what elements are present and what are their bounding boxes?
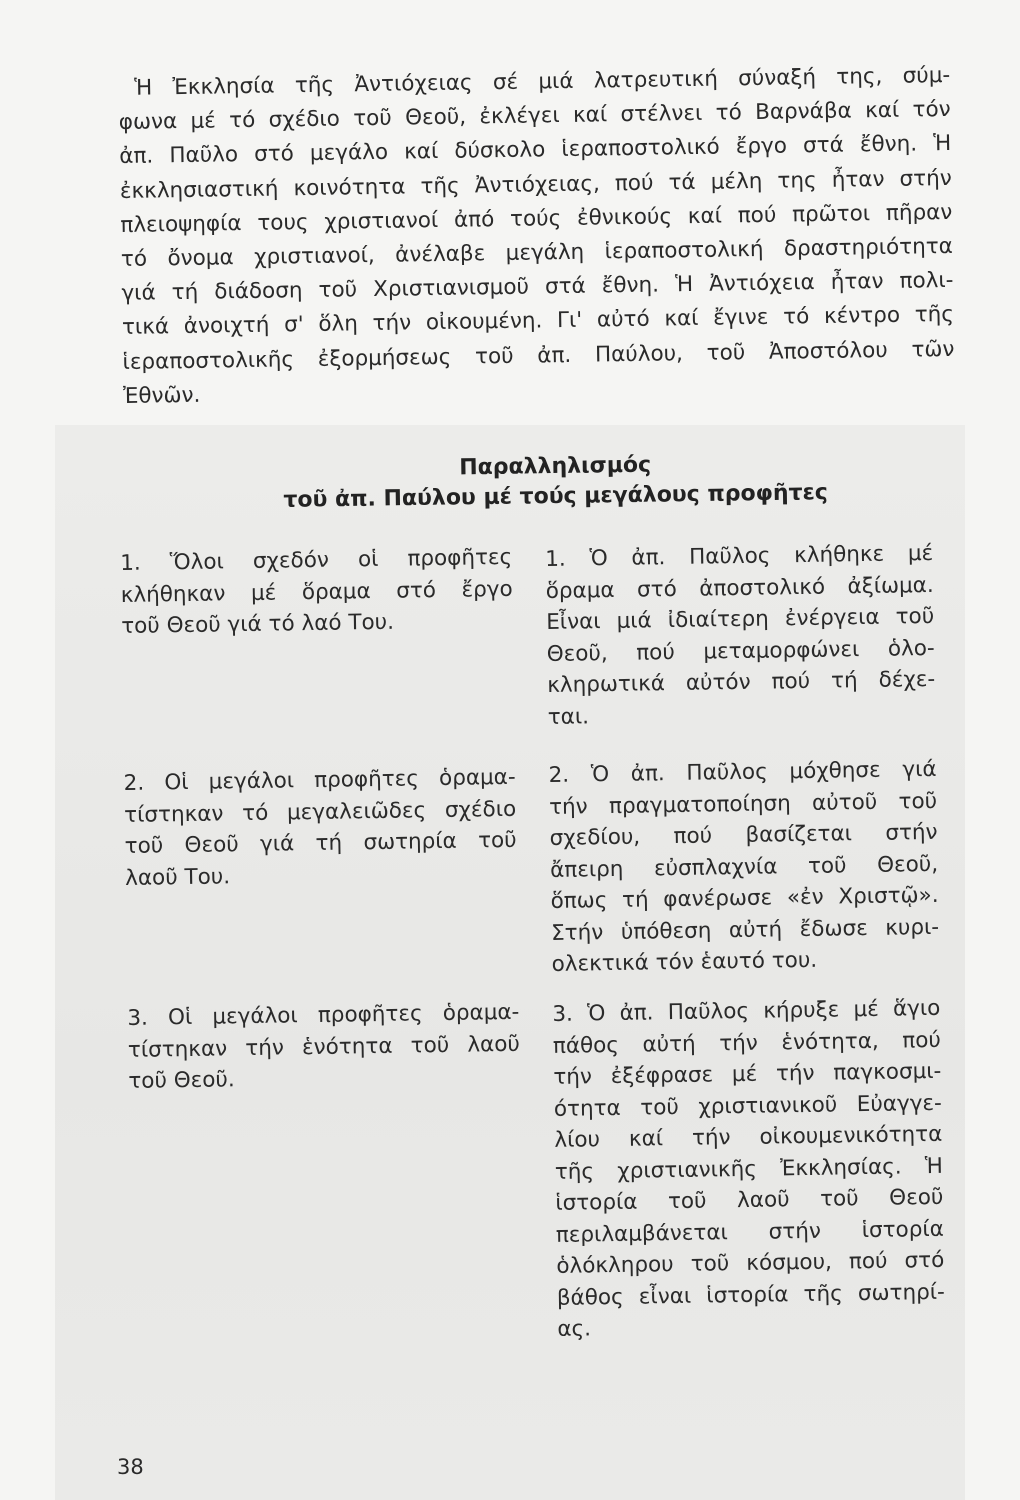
section-title-line2: τοῦ ἀπ. Παύλου μέ τούς μεγάλους προφῆτες <box>283 480 829 513</box>
left-item-line: τοῦ Θεοῦ. <box>128 1067 235 1094</box>
left-item-line: 1. Ὅλοι σχεδόν οἱ προφῆτες <box>120 544 513 576</box>
left-item-line: 3. Οἱ μεγάλοι προφῆτες ὁραμα- <box>127 999 520 1031</box>
intro-line: Ἡ Ἐκκλησία τῆς Ἀντιόχειας σέ μιά λατρευτική σύναξή της, σύμ- <box>134 62 951 101</box>
intro-line: Ἐθνῶν. <box>122 382 201 409</box>
right-item-line: ότητα τοῦ χριστιανικοῦ Εὐαγγε- <box>553 1090 943 1122</box>
intro-line: φωνα μέ τό σχέδιο τοῦ Θεοῦ, ἐκλέγει καί στέλνει τό Βαρνάβα καί τόν <box>118 97 951 136</box>
page-number: 38 <box>117 1455 144 1479</box>
right-item-line: λίου καί τήν οἰκουμενικότητα <box>554 1121 943 1153</box>
right-item-line: 3. Ὁ ἀπ. Παῦλος κήρυξε μέ ἅγιο <box>552 995 941 1027</box>
right-item-line: ὅπως τή φανέρωσε «ἐν Χριστῷ». <box>550 882 939 914</box>
left-item-2 <box>123 762 517 894</box>
right-item-line: ολεκτικά τόν ἑαυτό του. <box>551 947 818 977</box>
intro-line: ἱεραποστολικῆς ἐξορμήσεως τοῦ ἀπ. Παύλου, τοῦ Ἀποστόλου τῶν <box>122 336 955 375</box>
right-item-line: 1. Ὁ ἀπ. Παῦλος κλήθηκε μέ <box>545 540 934 572</box>
right-item-line: ὁλόκληρου τοῦ κόσμου, πού στό <box>556 1247 945 1279</box>
right-item-line: ἄπειρη εὐσπλαχνία τοῦ Θεοῦ, <box>549 851 939 883</box>
right-item-2 <box>548 754 939 981</box>
intro-text <box>118 59 955 414</box>
intro-line: πλειοψηφία τους χριστιανοί ἀπό τούς ἐθνικούς καί πού πρῶτοι πῆραν <box>120 199 953 238</box>
intro-line: γιά τή διάδοση τοῦ Χριστιανισμοῦ στά ἔθνη. Ἡ Ἀντιόχεια ἦταν πολι- <box>121 268 954 307</box>
right-item-line: Θεοῦ, πού μεταμορφώνει ὁλο- <box>546 635 935 667</box>
right-item-line: βάθος εἶναι ἱστορία τῆς σωτηρί- <box>556 1279 945 1311</box>
right-item-line: περιλαμβάνεται στήν ἱστορία <box>555 1216 945 1248</box>
section-title <box>255 448 856 516</box>
right-item-line: σχεδίου, πού βασίζεται στήν <box>549 819 938 851</box>
right-item-line: τήν ἐξέφρασε μέ τήν παγκοσμι- <box>553 1058 942 1090</box>
right-item-line: ὅραμα στό ἀποστολικό ἀξίωμα. <box>545 572 934 604</box>
left-item-line: κλήθηκαν μέ ὅραμα στό ἔργο <box>120 576 513 608</box>
right-item-line: ας. <box>557 1316 592 1342</box>
right-item-line: τῆς χριστιανικῆς Ἐκκλησίας. Ἡ <box>554 1153 944 1185</box>
right-item-line: πάθος αὐτή τήν ἑνότητα, πού <box>552 1027 942 1059</box>
left-item-line: τοῦ Θεοῦ γιά τή σωτηρία τοῦ <box>124 827 517 859</box>
intro-paragraph <box>118 59 955 414</box>
intro-line: ἀπ. Παῦλο στό μεγάλο καί δύσκολο ἱεραποστολικό ἔργο στά ἔθνη. Ἡ <box>119 131 952 170</box>
right-item-line: Στήν ὑπόθεση αὐτή ἔδωσε κυρι- <box>550 914 940 946</box>
intro-line: τό ὄνομα χριστιανοί, ἀνέλαβε μεγάλη ἱεραποστολική δραστηριότητα <box>120 233 954 272</box>
left-item-line: 2. Οἱ μεγάλοι προφῆτες ὁραμα- <box>123 764 516 796</box>
left-item-line: τίστηκαν τήν ἑνότητα τοῦ λαοῦ <box>127 1031 521 1063</box>
left-item-line: λαοῦ Του. <box>124 863 231 891</box>
intro-line: τικά ἀνοιχτή σ' ὅλη τήν οἰκουμένη. Γι' αὐτό καί ἔγινε τό κέντρο τῆς <box>121 302 955 341</box>
right-item-line: κληρωτικά αὐτόν πού τή δέχε- <box>547 666 936 698</box>
intro-line: ἐκκλησιαστική κοινότητα τῆς Ἀντιόχειας, πού τά μέλη της ἦταν στήν <box>119 165 952 204</box>
right-item-3 <box>552 993 945 1346</box>
right-item-line: ται. <box>547 703 590 730</box>
right-item-line: ἱστορία τοῦ λαοῦ τοῦ Θεοῦ <box>555 1184 944 1216</box>
right-item-line: Εἶναι μιά ἰδιαίτερη ἐνέργεια τοῦ <box>546 603 935 635</box>
left-item-line: τοῦ Θεοῦ γιά τό λαό Του. <box>121 609 395 639</box>
right-item-line: 2. Ὁ ἀπ. Παῦλος μόχθησε γιά <box>548 756 937 788</box>
section-title-line1: Παραλληλισμός <box>459 452 652 481</box>
left-item-3 <box>127 997 520 1098</box>
right-item-1 <box>545 538 936 733</box>
left-item-1 <box>120 542 513 643</box>
left-item-line: τίστηκαν τό μεγαλειῶδες σχέδιο <box>123 796 517 828</box>
right-item-line: τήν πραγματοποίηση αὐτοῦ τοῦ <box>548 788 938 820</box>
